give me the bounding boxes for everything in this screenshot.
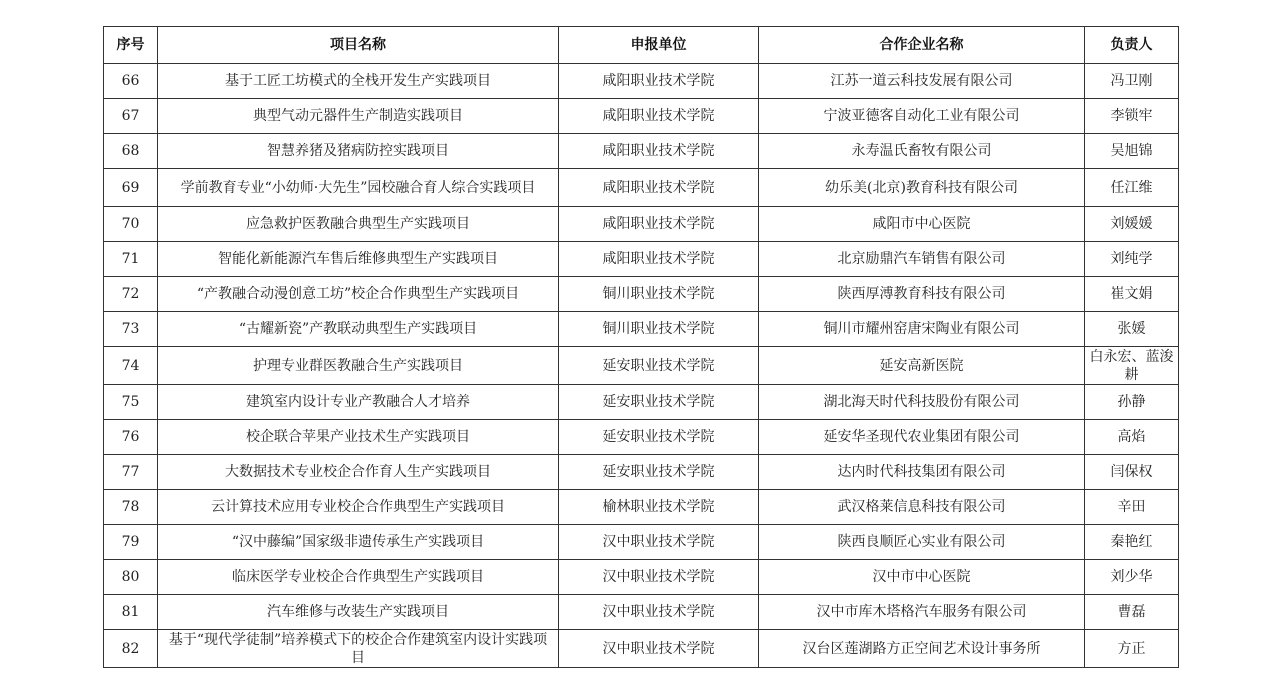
cell-leader: 秦艳红 [1085,525,1179,560]
header-applicant-unit: 申报单位 [559,27,759,64]
cell-project-name: 汽车维修与改装生产实践项目 [158,595,559,630]
cell-serial-no: 76 [104,420,158,455]
cell-applicant-unit: 咸阳职业技术学院 [559,169,759,207]
cell-partner-company: 湖北海天时代科技股份有限公司 [759,385,1085,420]
cell-project-name: “汉中藤编”国家级非遗传承生产实践项目 [158,525,559,560]
table-row [104,347,1179,385]
table-row [104,595,1179,630]
cell-leader: 闫保权 [1085,455,1179,490]
cell-project-name: 护理专业群医教融合生产实践项目 [158,347,559,385]
table-body [104,64,1179,668]
table-row [104,134,1179,169]
cell-applicant-unit: 汉中职业技术学院 [559,595,759,630]
cell-partner-company: 达内时代科技集团有限公司 [759,455,1085,490]
table-row [104,560,1179,595]
cell-leader: 辛田 [1085,490,1179,525]
table-row [104,169,1179,207]
cell-serial-no: 81 [104,595,158,630]
cell-project-name: “产教融合动漫创意工坊”校企合作典型生产实践项目 [158,277,559,312]
cell-applicant-unit: 榆林职业技术学院 [559,490,759,525]
cell-applicant-unit: 铜川职业技术学院 [559,312,759,347]
cell-leader: 任江维 [1085,169,1179,207]
cell-project-name: 基于工匠工坊模式的全栈开发生产实践项目 [158,64,559,99]
cell-partner-company: 永寿温氏畜牧有限公司 [759,134,1085,169]
cell-project-name: 应急救护医教融合典型生产实践项目 [158,207,559,242]
cell-project-name: 临床医学专业校企合作典型生产实践项目 [158,560,559,595]
cell-project-name: 典型气动元器件生产制造实践项目 [158,99,559,134]
cell-partner-company: 延安华圣现代农业集团有限公司 [759,420,1085,455]
header-project-name: 项目名称 [158,27,559,64]
cell-applicant-unit: 延安职业技术学院 [559,347,759,385]
cell-leader: 孙静 [1085,385,1179,420]
header-serial-no: 序号 [104,27,158,64]
table-row [104,630,1179,668]
table-row [104,525,1179,560]
cell-partner-company: 汉中市中心医院 [759,560,1085,595]
table-row [104,312,1179,347]
table-row [104,490,1179,525]
cell-leader: 高焰 [1085,420,1179,455]
cell-applicant-unit: 延安职业技术学院 [559,385,759,420]
cell-project-name: 校企联合苹果产业技术生产实践项目 [158,420,559,455]
table-row [104,385,1179,420]
cell-serial-no: 74 [104,347,158,385]
cell-partner-company: 陕西厚溥教育科技有限公司 [759,277,1085,312]
cell-partner-company: 汉台区莲湖路方正空间艺术设计事务所 [759,630,1085,668]
cell-project-name: 智慧养猪及猪病防控实践项目 [158,134,559,169]
cell-leader: 崔文娟 [1085,277,1179,312]
cell-leader: 冯卫刚 [1085,64,1179,99]
table-row [104,455,1179,490]
cell-serial-no: 67 [104,99,158,134]
cell-applicant-unit: 延安职业技术学院 [559,420,759,455]
cell-serial-no: 75 [104,385,158,420]
cell-applicant-unit: 延安职业技术学院 [559,455,759,490]
cell-applicant-unit: 铜川职业技术学院 [559,277,759,312]
cell-applicant-unit: 咸阳职业技术学院 [559,99,759,134]
table-row [104,242,1179,277]
cell-partner-company: 宁波亚德客自动化工业有限公司 [759,99,1085,134]
cell-serial-no: 72 [104,277,158,312]
cell-applicant-unit: 咸阳职业技术学院 [559,242,759,277]
cell-partner-company: 武汉格莱信息科技有限公司 [759,490,1085,525]
cell-partner-company: 陕西良顺匠心实业有限公司 [759,525,1085,560]
header-row [104,27,1179,64]
cell-applicant-unit: 汉中职业技术学院 [559,630,759,668]
cell-leader: 刘纯学 [1085,242,1179,277]
cell-project-name: 基于“现代学徒制”培养模式下的校企合作建筑室内设计实践项目 [158,630,559,668]
cell-project-name: “古耀新瓷”产教联动典型生产实践项目 [158,312,559,347]
cell-partner-company: 汉中市库木塔格汽车服务有限公司 [759,595,1085,630]
cell-serial-no: 70 [104,207,158,242]
cell-serial-no: 69 [104,169,158,207]
cell-project-name: 建筑室内设计专业产教融合人才培养 [158,385,559,420]
cell-applicant-unit: 咸阳职业技术学院 [559,64,759,99]
table-row [104,64,1179,99]
table-row [104,420,1179,455]
cell-serial-no: 77 [104,455,158,490]
table-row [104,99,1179,134]
cell-project-name: 学前教育专业“小幼师·大先生”园校融合育人综合实践项目 [158,169,559,207]
cell-applicant-unit: 汉中职业技术学院 [559,525,759,560]
cell-leader: 方正 [1085,630,1179,668]
project-table [103,26,1179,668]
cell-applicant-unit: 咸阳职业技术学院 [559,207,759,242]
cell-leader: 张媛 [1085,312,1179,347]
header-partner-company: 合作企业名称 [759,27,1085,64]
cell-leader: 吴旭锦 [1085,134,1179,169]
cell-serial-no: 79 [104,525,158,560]
cell-serial-no: 73 [104,312,158,347]
cell-serial-no: 80 [104,560,158,595]
cell-leader: 刘少华 [1085,560,1179,595]
cell-applicant-unit: 汉中职业技术学院 [559,560,759,595]
table-row [104,207,1179,242]
cell-project-name: 智能化新能源汽车售后维修典型生产实践项目 [158,242,559,277]
cell-leader: 曹磊 [1085,595,1179,630]
cell-partner-company: 铜川市耀州窑唐宋陶业有限公司 [759,312,1085,347]
cell-serial-no: 71 [104,242,158,277]
cell-partner-company: 咸阳市中心医院 [759,207,1085,242]
table-header [104,27,1179,64]
cell-partner-company: 延安高新医院 [759,347,1085,385]
cell-leader: 李锁牢 [1085,99,1179,134]
cell-partner-company: 幼乐美(北京)教育科技有限公司 [759,169,1085,207]
cell-project-name: 云计算技术应用专业校企合作典型生产实践项目 [158,490,559,525]
cell-partner-company: 北京励鼎汽车销售有限公司 [759,242,1085,277]
cell-project-name: 大数据技术专业校企合作育人生产实践项目 [158,455,559,490]
cell-leader: 白永宏、蓝浚耕 [1085,347,1179,385]
cell-partner-company: 江苏一道云科技发展有限公司 [759,64,1085,99]
cell-serial-no: 78 [104,490,158,525]
cell-serial-no: 66 [104,64,158,99]
table-row [104,277,1179,312]
cell-applicant-unit: 咸阳职业技术学院 [559,134,759,169]
cell-leader: 刘媛媛 [1085,207,1179,242]
cell-serial-no: 82 [104,630,158,668]
cell-serial-no: 68 [104,134,158,169]
header-leader: 负责人 [1085,27,1179,64]
